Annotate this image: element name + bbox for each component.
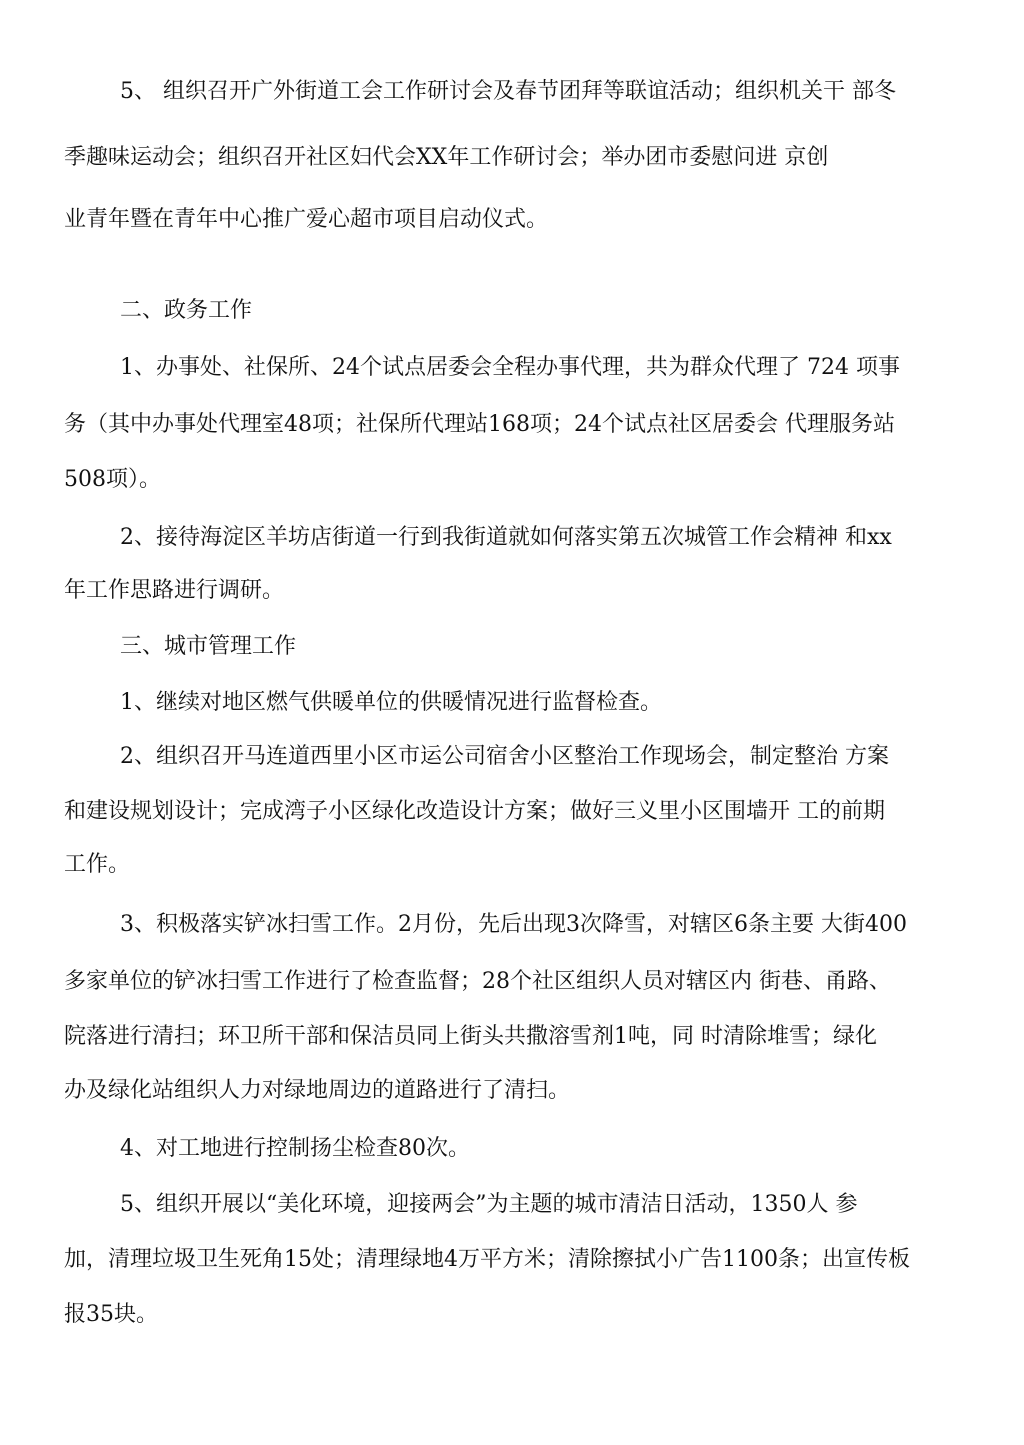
- text-line: 工作。: [64, 852, 131, 877]
- text-line: 5、组织开展以“美化环境，迎接两会”为主题的城市清洁日活动，1350人 参: [120, 1192, 858, 1217]
- text-line: 2、组织召开马连道西里小区市运公司宿舍小区整治工作现场会，制定整治 方案: [120, 744, 889, 769]
- text-line: 报35块。: [64, 1302, 158, 1327]
- text-line: 508项）。: [64, 467, 161, 492]
- text-line: 5、 组织召开广外街道工会工作研讨会及春节团拜等联谊活动；组织机关干 部冬: [120, 79, 896, 104]
- text-line: 季趣味运动会；组织召开社区妇代会XX年工作研讨会；举办团市委慰问进 京创: [64, 145, 829, 170]
- section-heading: 三、城市管理工作: [120, 634, 297, 659]
- section-heading: 二、政务工作: [120, 298, 253, 323]
- text-line: 务（其中办事处代理室48项；社保所代理站168项；24个试点社区居委会 代理服务站: [64, 412, 895, 437]
- text-line: 和建设规划设计；完成湾子小区绿化改造设计方案；做好三义里小区围墙开 工的前期: [64, 799, 885, 824]
- text-line: 多家单位的铲冰扫雪工作进行了检查监督；28个社区组织人员对辖区内 街巷、甬路、: [64, 969, 891, 994]
- text-line: 业青年暨在青年中心推广爱心超市项目启动仪式。: [64, 207, 549, 232]
- text-line: 年工作思路进行调研。: [64, 578, 285, 603]
- text-line: 1、继续对地区燃气供暖单位的供暖情况进行监督检查。: [120, 690, 662, 715]
- text-line: 1、办事处、社保所、24个试点居委会全程办事代理，共为群众代理了 724 项事: [120, 355, 900, 380]
- text-line: 3、积极落实铲冰扫雪工作。2月份，先后出现3次降雪，对辖区6条主要 大街400: [120, 912, 907, 937]
- text-line: 加，清理垃圾卫生死角15处；清理绿地4万平方米；清除擦拭小广告1100条；出宣传板: [64, 1247, 910, 1272]
- text-line: 2、接待海淀区羊坊店街道一行到我街道就如何落实第五次城管工作会精神 和xx: [120, 525, 892, 550]
- text-line: 4、对工地进行控制扬尘检查80次。: [120, 1136, 470, 1161]
- text-line: 院落进行清扫；环卫所干部和保洁员同上街头共撒溶雪剂1吨，同 时清除堆雪；绿化: [64, 1024, 877, 1049]
- text-line: 办及绿化站组织人力对绿地周边的道路进行了清扫。: [64, 1078, 571, 1103]
